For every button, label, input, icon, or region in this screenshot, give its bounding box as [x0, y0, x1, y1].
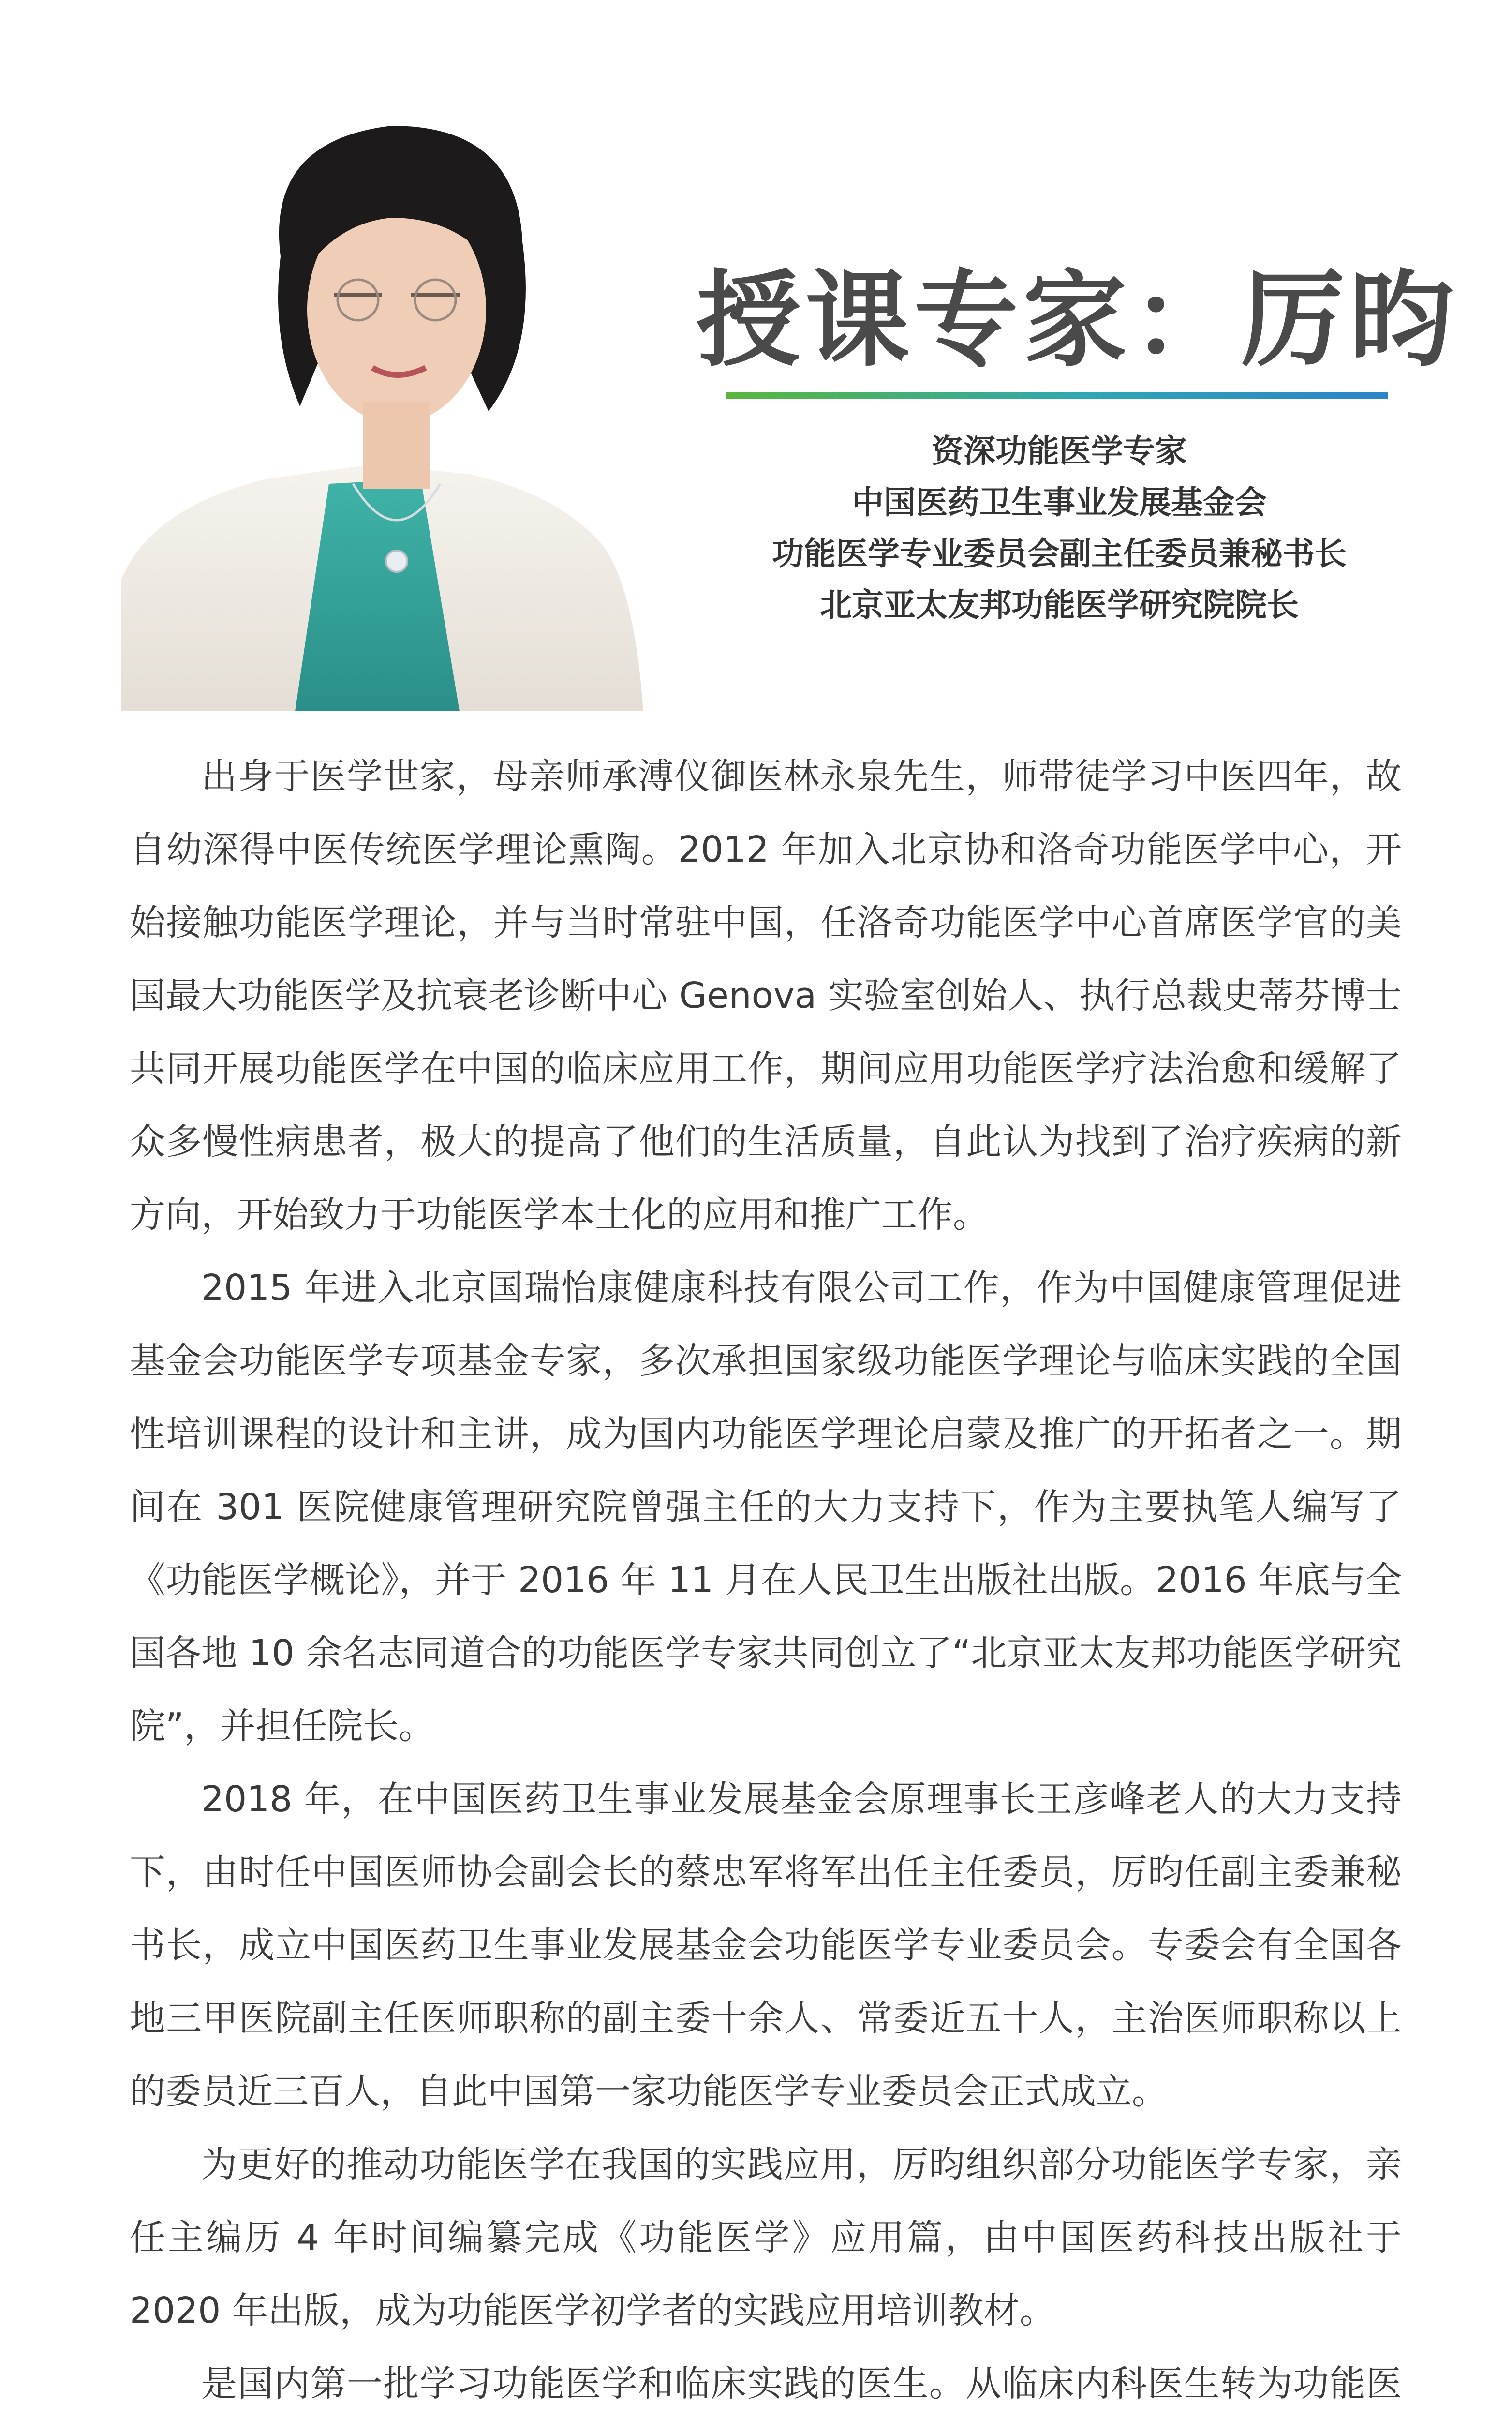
expert-portrait	[121, 97, 658, 711]
bio-paragraph: 是国内第一批学习功能医学和临床实践的医生。从临床内科医生转为功能医	[201, 2363, 1402, 2404]
biography	[130, 740, 1402, 2419]
bio-paragraph: 2018 年，在中国医药卫生事业发展基金会原理事长王彦峰老人的大力支持下，由时任中国医师协会副会长的蔡忠军将军出任主任委员，厉昀任副主委兼秘书长，成立中国医药卫生事业发展基金会功能医学专业委员会。专委会有全国各地三甲医院副主任医师职称的副主委十余人、常委近五十人，主治医师职称以上的委员近三百人，自此中国第一家功能医学专业委员会正式成立。	[130, 1778, 1402, 2112]
credential-line: 资深功能医学专家	[932, 433, 1187, 470]
credential-line: 中国医药卫生事业发展基金会	[852, 484, 1267, 521]
bio-paragraph: 为更好的推动功能医学在我国的实践应用，厉昀组织部分功能医学专家，亲任主编历 4 年时间编纂完成《功能医学》应用篇，由中国医药科技出版社于 2020 年出版，成为功能医学初学者的实践应用培训教材。	[130, 2144, 1402, 2331]
bio-paragraph: 出身于医学世家，母亲师承溥仪御医林永泉先生，师带徒学习中医四年，故自幼深得中医传统医学理论熏陶。2012 年加入北京协和洛奇功能医学中心，开始接触功能医学理论，并与当时常驻中国，任洛奇功能医学中心首席医学官的美国最大功能医学及抗衰老诊断中心 Genova 实验室创始人、执行总裁史蒂芬博士共同开展功能医学在中国的临床应用工作，期间应用功能医学疗法治愈和缓解了众多慢性病患者，极大的提高了他们的生活质量，自此认为找到了治疗疾病的新方向，开始致力于功能医学本土化的应用和推广工作。	[130, 756, 1402, 1236]
expert-header	[0, 0, 1512, 711]
title-divider	[726, 392, 1388, 399]
page-title: 授课专家：厉昀	[697, 259, 1458, 381]
credential-line: 北京亚太友邦功能医学研究院院长	[820, 586, 1299, 624]
credential-line: 功能医学专业委员会副主任委员兼秘书长	[772, 535, 1347, 572]
bio-paragraph: 2015 年进入北京国瑞怡康健康科技有限公司工作，作为中国健康管理促进基金会功能医学专项基金专家，多次承担国家级功能医学理论与临床实践的全国性培训课程的设计和主讲，成为国内功能医学理论启蒙及推广的开拓者之一。期间在 301 医院健康管理研究院曾强主任的大力支持下，作为主要执笔人编写了《功能医学概论》，并于 2016 年 11 月在人民卫生出版社出版。2016 年底与全国各地 10 余名志同道合的功能医学专家共同创立了“北京亚太友邦功能医学研究院”，并担任院长。	[130, 1267, 1402, 1747]
credentials-list	[667, 426, 1451, 631]
